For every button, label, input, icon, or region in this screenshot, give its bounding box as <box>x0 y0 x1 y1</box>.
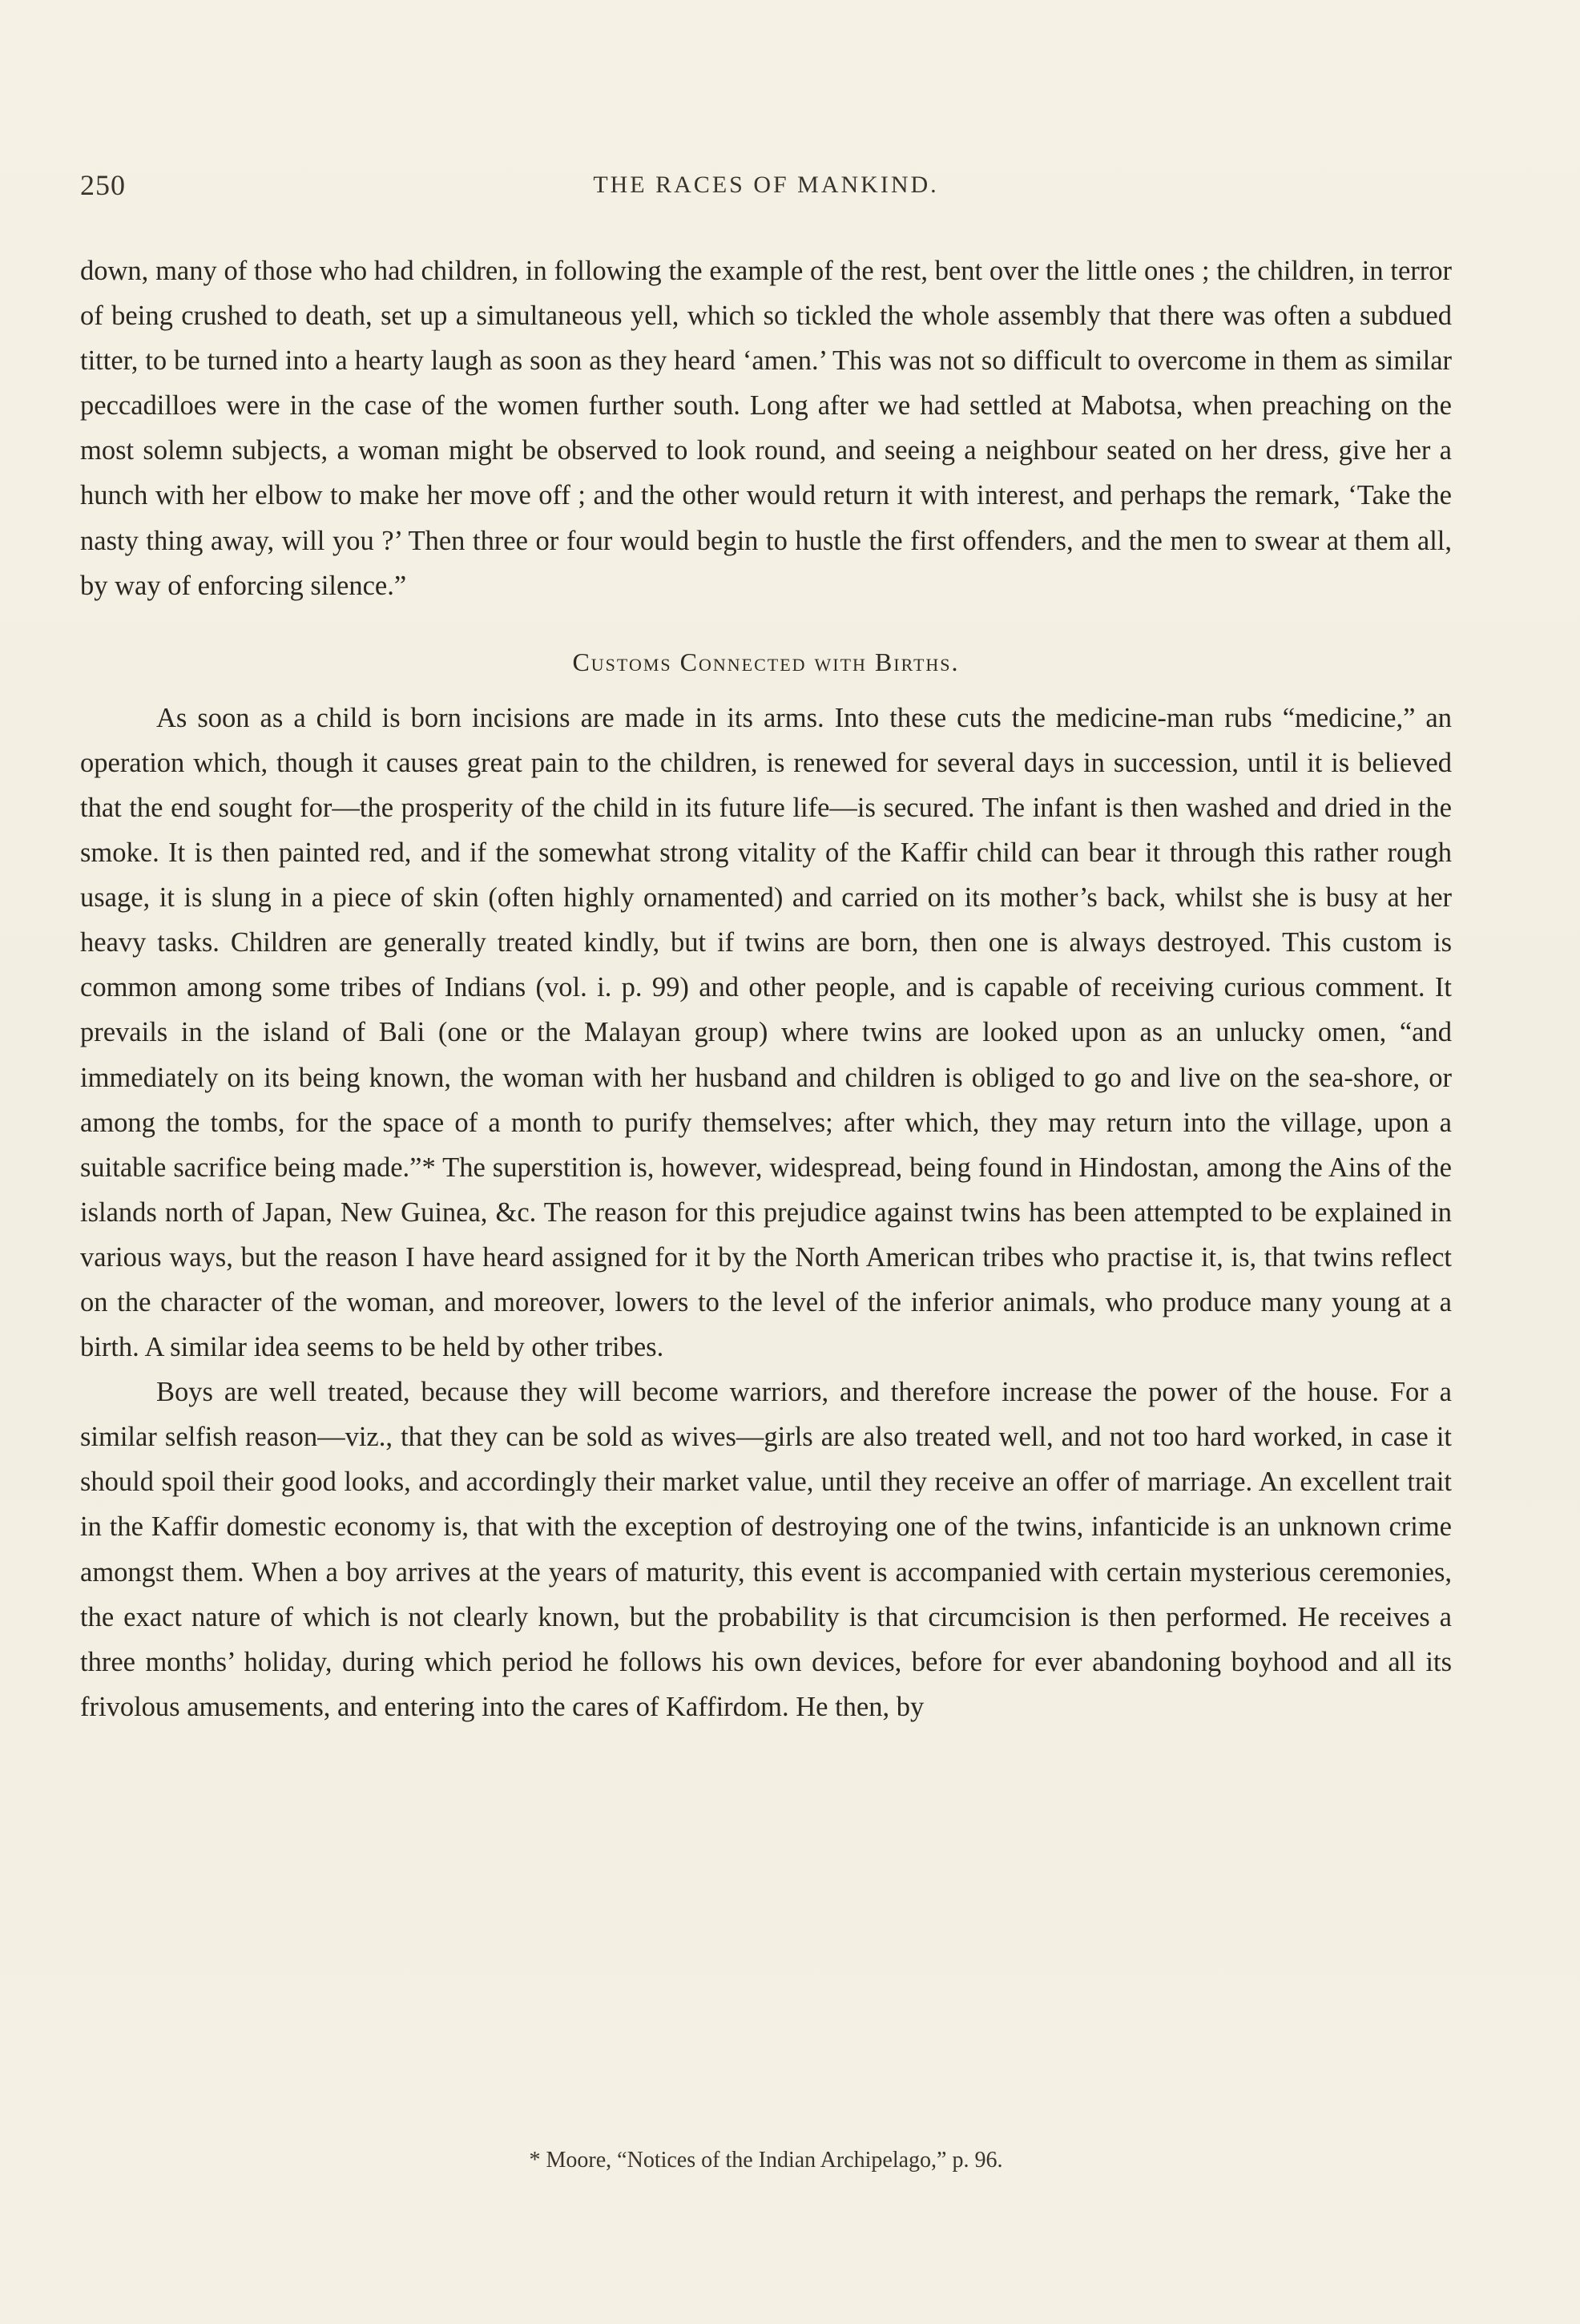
section-heading: Customs Connected with Births. <box>572 647 960 676</box>
footnote: * Moore, “Notices of the Indian Archipelago,” p. 96. <box>529 2148 1003 2173</box>
running-title: THE RACES OF MANKIND. <box>593 171 939 198</box>
paragraph-boys: Boys are well treated, because they will become warriors, and therefore increase the power of the house. For a similar selfish reason—viz., that they can be sold as wives—girls are also treated well, and not too hard worked, in case it should spoil their good looks, and accordingly their market value, until they receive an offer of marriage. An excellent trait in the Kaffir domestic economy is, that with the exception of destroying one of the twins, infanticide is an unknown crime amongst them. When a boy arrives at the years of maturity, this event is accompanied with certain mysterious ceremonies, the exact nature of which is not clearly known, but the probability is that circumcision is then performed. He receives a three months’ holiday, during which period he follows his own devices, before for ever abandoning boyhood and all its frivolous amusements, and entering into the cares of Kaffirdom. He then, by <box>80 1377 1452 1722</box>
running-head <box>80 168 1452 208</box>
paragraph-births: As soon as a child is born incisions are made in its arms. Into these cuts the medicine-man rubs “medicine,” an operation which, though it causes great pain to the children, is renewed for several days in succession, until it is believed that the end sought for—the prosperity of the child in its future life—is secured. The infant is then washed and dried in the smoke. It is then painted red, and if the somewhat strong vitality of the Kaffir child can bear it through this rather rough usage, it is slung in a piece of skin (often highly ornamented) and carried on its mother’s back, whilst she is busy at her heavy tasks. Children are generally treated kindly, but if twins are born, then one is always destroyed. This custom is common among some tribes of Indians (vol. i. p. 99) and other people, and is capable of receiving curious comment. It prevails in the island of Bali (one or the Malayan group) where twins are looked upon as an unlucky omen, “and immediately on its being known, the woman with her husband and children is obliged to go and live on the sea-shore, or among the tombs, for the space of a month to purify themselves; after which, they may return into the village, upon a suitable sacrifice being made.”* The superstition is, however, widespread, being found in Hindostan, among the Ains of the islands north of Japan, New Guinea, &c. The reason for this prejudice against twins has been attempted to be explained in various ways, but the reason I have heard assigned for it by the North American tribes who practise it, is, that twins reflect on the character of the woman, and moreover, lowers to the level of the inferior animals, who produce many young at a birth. A similar idea seems to be held by other tribes. <box>80 702 1452 1363</box>
body-text <box>80 248 1452 1729</box>
page-number: 250 <box>80 169 126 201</box>
paragraph-continued: down, many of those who had children, in following the example of the rest, bent over the little ones ; the children, in terror of being crushed to death, set up a simultaneous yell, which so tickled the whole assembly that there was often a subdued titter, to be turned into a hearty laugh as soon as they heard ‘amen.’ This was not so difficult to overcome in them as similar peccadilloes were in the case of the women further south. Long after we had settled at Mabotsa, when preaching on the most solemn subjects, a woman might be observed to look round, and seeing a neighbour seated on her dress, give her a hunch with her elbow to make her move off ; and the other would return it with interest, and perhaps the remark, ‘Take the nasty thing away, will you ?’ Then three or four would begin to hustle the first offenders, and the men to swear at them all, by way of enforcing silence.” <box>80 256 1452 601</box>
